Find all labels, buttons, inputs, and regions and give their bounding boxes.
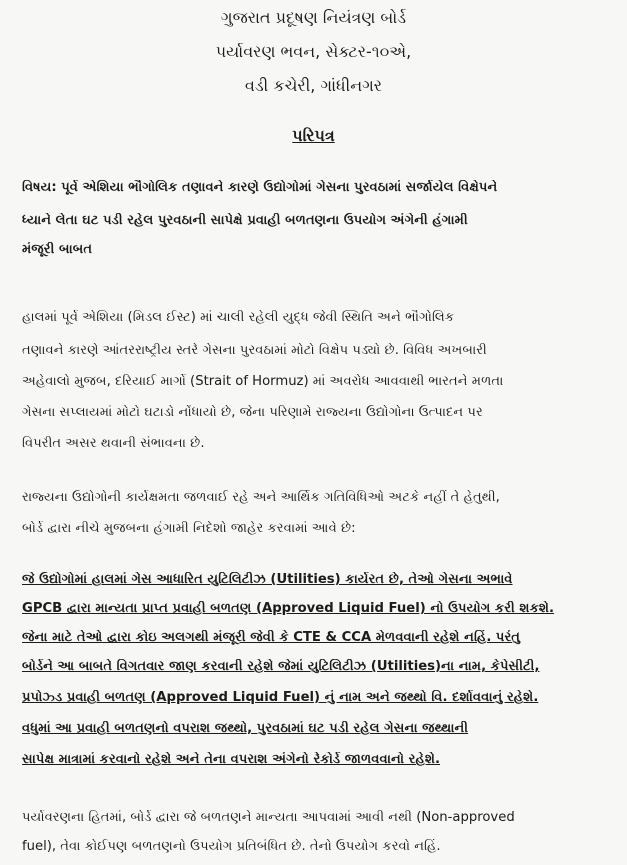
directive-line-3: જેના માટે તેઓ દ્વારા કોઇ અલગથી મંજૂરી જેવી કે CTE & CCA મેળવવાની રહેશે નહિં. પરંતુ	[22, 630, 521, 645]
subject-line-3: મંજૂરી બાબત	[22, 242, 93, 257]
subject-line-1: વિષય: પૂર્વ એશિયા ભૌગોલિક તણાવને કારણે ઉદ્યોગોમાં ગેસના પુરવઠામાં સર્જાયેલ વિક્ષેપને	[22, 180, 498, 195]
para1-line-3: અહેવાલો મુજબ, દરિયાઈ માર્ગો (Strait of Hormuz) માં અવરોધ આવવાથી ભારતને મળતા	[22, 374, 504, 389]
para1-line-5: વિપરીત અસર થવાની સંભાવના છે.	[22, 436, 205, 451]
header-address-line: પર્યાવરણ ભવન, સેક્ટર-૧૦એ,	[215, 42, 412, 61]
para1-line-1: હાલમાં પૂર્વ એશિયા (મિડલ ઈસ્ટ) માં ચાલી રહેલી યુદ્ધ જેવી સ્થિતિ અને ભૌગોલિક	[22, 310, 455, 325]
directive-line-7: સાપેક્ષ માત્રામાં કરવાનો રહેશે અને તેના વપરાશ અંગેનો રેકોર્ડ જાળવવાનો રહેશે.	[22, 752, 441, 767]
para4-line-2: fuel), તેવા કોઈપણ બળતણનો ઉપયોગ પ્રતિબંધિત છે. તેનો ઉપયોગ કરવો નહિં.	[22, 839, 441, 854]
directive-line-5: પ્રપોઝ્ડ પ્રવાહી બળતણ (Approved Liquid Fuel) નું નામ અને જથ્થો વિ. દર્શાવવાનું રહેશે.	[22, 690, 539, 705]
directive-line-6: વધુમાં આ પ્રવાહી બળતણનો વપરાશ જથ્થો, પુરવઠામાં ઘટ પડી રહેલ ગેસના જથ્થાની	[22, 721, 469, 736]
subject-line-2: ધ્યાને લેતા ઘટ પડી રહેલ પુરવઠાની સાપેક્ષે પ્રવાહી બળતણના ઉપયોગ અંગેની હંગામી	[22, 213, 468, 228]
page-title: પરિપત્ર	[292, 126, 335, 145]
para2-line-1: રાજ્યના ઉદ્યોગોની કાર્યક્ષમતા જળવાઈ રહે અને આર્થિક ગતિવિધિઓ અટકે નહીં તે હેતુથી,	[22, 490, 500, 505]
header-org-name: ગુજરાત પ્રદૂષણ નિયંત્રણ બોર્ડ	[220, 8, 407, 27]
para1-line-4: ગેસના સપ્લાયમાં મોટો ઘટાડો નોંધાયો છે, જેના પરિણામે રાજ્યના ઉદ્યોગોના ઉત્પાદન પર	[22, 405, 483, 420]
directive-line-2: GPCB દ્વારા માન્યતા પ્રાપ્ત પ્રવાહી બળતણ (Approved Liquid Fuel) નો ઉપયોગ કરી શકશે.	[22, 601, 555, 616]
para1-line-2: તણાવને કારણે આંતરરાષ્ટ્રીય સ્તરે ગેસના પુરવઠામાં મોટો વિક્ષેપ પડ્યો છે. વિવિધ અખબારી	[22, 343, 487, 358]
para2-line-2: બોર્ડ દ્વારા નીચે મુજબના હંગામી નિર્દેશો જાહેર કરવામાં આવે છે:	[22, 521, 356, 536]
directive-line-4: બોર્ડને આ બાબતે વિગતવાર જાણ કરવાની રહેશે જેમાં યુટિલિટીઝ (Utilities)ના નામ, કેપેસીટી,	[22, 659, 540, 674]
para4-line-1: પર્યાવરણના હિતમાં, બોર્ડ દ્વારા જે બળતણને માન્યતા આપવામાં આવી નથી (Non-approved	[22, 810, 515, 825]
directive-line-1: જે ઉદ્યોગોમાં હાલમાં ગેસ આધારિત યુટિલિટીઝ (Utilities) કાર્યરત છે, તેઓ ગેસના અભાવે	[22, 572, 513, 587]
header-office-line: વડી કચેરી, ગાંધીનગર	[244, 76, 383, 95]
